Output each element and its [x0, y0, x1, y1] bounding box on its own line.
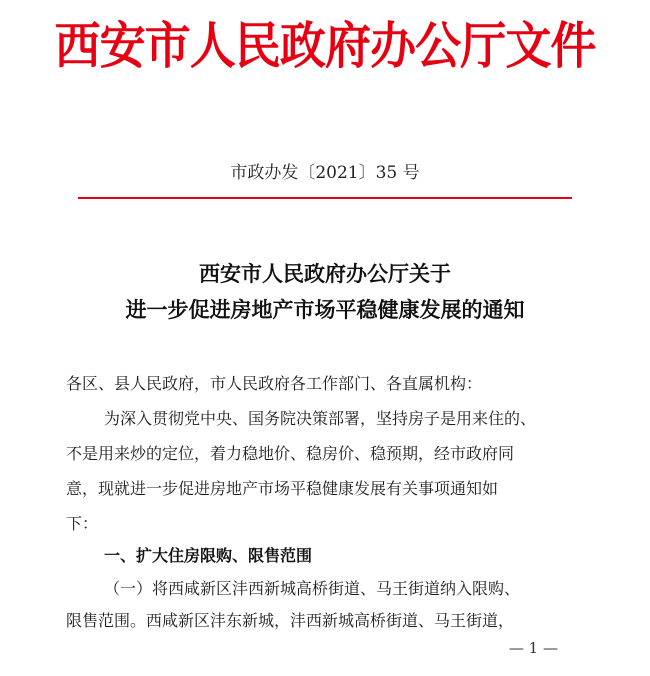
- salutation: 各区、县人民政府，市人民政府各工作部门、各直属机构：: [66, 374, 483, 393]
- document-title: [0, 256, 650, 328]
- intro-line-4: 下：: [66, 514, 99, 533]
- title-line-1: 西安市人民政府办公厅关于: [199, 261, 451, 286]
- section-heading-1: 一、扩大住房限购、限售范围: [104, 546, 313, 565]
- section1-line-1: （一）将西咸新区沣西新城高桥街道、马王街道纳入限购、: [104, 579, 521, 598]
- document-masthead: 西安市人民政府办公厅文件: [54, 17, 596, 75]
- intro-line-3: 意，现就进一步促进房地产市场平稳健康发展有关事项通知如: [66, 479, 499, 498]
- section1-line-2: 限售范围。西咸新区沣东新城，沣西新城高桥街道、马王街道，: [66, 611, 515, 630]
- intro-line-2: 不是用来炒的定位，着力稳地价、稳房价、稳预期，经市政府同: [66, 444, 515, 463]
- title-line-2: 进一步促进房地产市场平稳健康发展的通知: [125, 297, 525, 322]
- red-divider-line: [78, 197, 572, 199]
- page-number: — 1 —: [508, 639, 558, 657]
- intro-line-1: 为深入贯彻党中央、国务院决策部署，坚持房子是用来住的、: [104, 409, 537, 428]
- document-number: 市政办发〔2021〕35 号: [230, 163, 420, 183]
